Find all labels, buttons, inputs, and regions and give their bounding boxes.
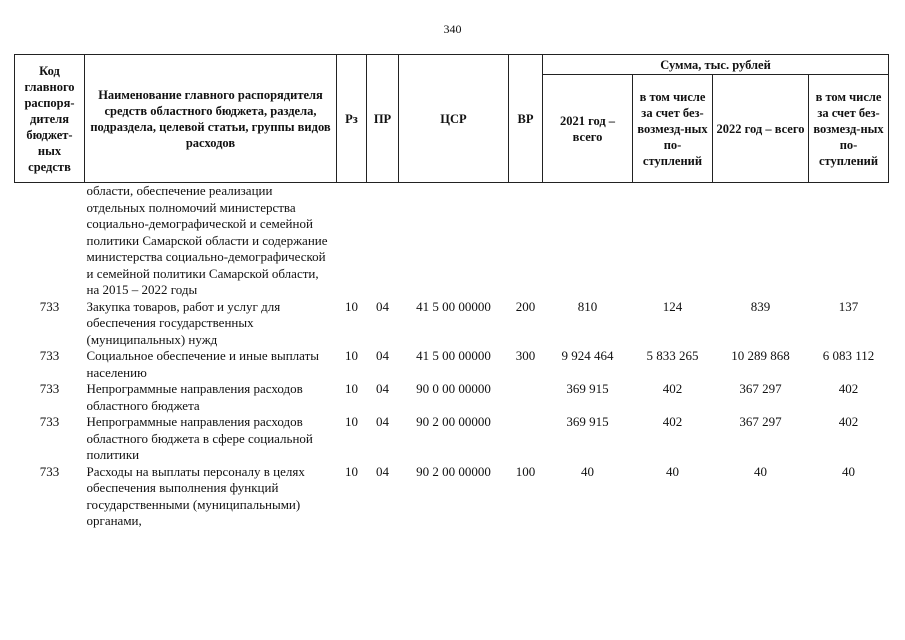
header-code: Код главного распоря-дителя бюджет-ных средств bbox=[15, 55, 85, 183]
cell-2022-total: 40 bbox=[754, 463, 767, 479]
cell-2022-total: 367 297 bbox=[739, 414, 782, 429]
cell-pr bbox=[367, 183, 399, 299]
table-row bbox=[15, 183, 889, 299]
cell-2022-free bbox=[809, 183, 889, 299]
cell-rz bbox=[337, 183, 367, 299]
cell-2022-total: 367 297 bbox=[739, 381, 782, 396]
cell-2021-total: 369 915 bbox=[566, 414, 609, 429]
cell-code: 733 bbox=[39, 414, 60, 429]
table-row bbox=[15, 414, 889, 464]
header-2022-total: 2022 год – всего bbox=[713, 75, 809, 183]
header-pr: ПР bbox=[367, 55, 399, 183]
header-2021-total: 2021 год – всего bbox=[543, 75, 633, 183]
cell-csr: 41 5 00 00000 bbox=[416, 348, 491, 363]
cell-vr: 300 bbox=[515, 348, 536, 363]
cell-name: Непрограммные направления расходов областного бюджета bbox=[86, 381, 303, 413]
header-vr: ВР bbox=[509, 55, 543, 183]
cell-pr: 04 bbox=[376, 298, 389, 314]
cell-pr: 04 bbox=[376, 463, 389, 479]
table-body bbox=[15, 183, 889, 530]
table-row bbox=[15, 381, 889, 414]
cell-code: 733 bbox=[39, 298, 60, 314]
table-row bbox=[15, 348, 889, 381]
cell-2022-free: 402 bbox=[838, 381, 859, 396]
cell-2021-total: 810 bbox=[577, 298, 598, 314]
cell-rz: 10 bbox=[345, 414, 358, 429]
cell-vr bbox=[509, 414, 543, 464]
cell-name: Социальное обеспечение и иные выплаты населению bbox=[86, 348, 320, 380]
cell-pr: 04 bbox=[376, 414, 389, 429]
cell-2021-total: 9 924 464 bbox=[561, 348, 614, 363]
table-row bbox=[15, 464, 889, 530]
cell-csr: 90 2 00 00000 bbox=[416, 463, 491, 479]
cell-name: Расходы на выплаты персоналу в целях обеспечения выполнения функций государственными (муниципальными) органами, bbox=[86, 463, 305, 528]
cell-2021-free: 402 bbox=[662, 414, 683, 429]
header-name: Наименование главного распорядителя средств областного бюджета, раздела, подраздела, целевой статьи, группы видов расходов bbox=[85, 55, 337, 183]
cell-2021-free bbox=[633, 183, 713, 299]
cell-2022-total: 839 bbox=[750, 298, 771, 314]
header-csr: ЦСР bbox=[399, 55, 509, 183]
header-rz: Рз bbox=[337, 55, 367, 183]
cell-2021-free: 124 bbox=[662, 298, 683, 314]
header-2021-free: в том числе за счет без-возмезд-ных по-ступлений bbox=[633, 75, 713, 183]
cell-vr bbox=[509, 381, 543, 414]
cell-2021-free: 402 bbox=[662, 381, 683, 396]
cell-vr: 200 bbox=[515, 298, 536, 314]
cell-rz: 10 bbox=[345, 298, 358, 314]
cell-name: Закупка товаров, работ и услуг для обеспечения государственных (муниципальных) нужд bbox=[86, 298, 281, 347]
cell-pr: 04 bbox=[376, 381, 389, 396]
cell-2022-total bbox=[713, 183, 809, 299]
cell-name: Непрограммные направления расходов областного бюджета в сфере социальной политики bbox=[86, 414, 313, 462]
cell-2022-free: 40 bbox=[842, 463, 856, 479]
cell-rz: 10 bbox=[345, 463, 358, 479]
cell-csr bbox=[399, 183, 509, 299]
cell-csr: 90 2 00 00000 bbox=[416, 414, 491, 429]
cell-vr: 100 bbox=[515, 463, 536, 479]
header-2022-free: в том числе за счет без-возмезд-ных по-ступлений bbox=[809, 75, 889, 183]
cell-rz: 10 bbox=[345, 348, 358, 363]
budget-table bbox=[14, 54, 889, 530]
cell-code: 733 bbox=[39, 463, 60, 479]
cell-code bbox=[15, 183, 85, 299]
header-sum-group: Сумма, тыс. рублей bbox=[543, 55, 889, 75]
cell-2021-total bbox=[543, 183, 633, 299]
page-number: 340 bbox=[443, 22, 462, 36]
cell-csr: 90 0 00 00000 bbox=[416, 381, 491, 396]
cell-code: 733 bbox=[39, 348, 60, 363]
cell-code: 733 bbox=[39, 381, 60, 396]
cell-2022-free: 137 bbox=[838, 298, 859, 314]
cell-csr: 41 5 00 00000 bbox=[416, 298, 491, 314]
table-row bbox=[15, 299, 889, 349]
cell-rz: 10 bbox=[345, 381, 358, 396]
cell-2022-free: 6 083 112 bbox=[822, 348, 875, 363]
cell-2021-total: 40 bbox=[581, 463, 594, 479]
cell-2021-free: 5 833 265 bbox=[646, 348, 699, 363]
cell-name: области, обеспечение реализации отдельных полномочий министерства социально-демографической и семейной политики Самарской области и содержание министерства социально-демографической и семейной политики Самарской области, на 2015 – 2022 годы bbox=[86, 183, 328, 297]
cell-2021-free: 40 bbox=[666, 463, 679, 479]
cell-vr bbox=[509, 183, 543, 299]
cell-2022-free: 402 bbox=[838, 414, 859, 429]
cell-2022-total: 10 289 868 bbox=[731, 348, 790, 363]
cell-2021-total: 369 915 bbox=[566, 381, 609, 396]
table-header bbox=[15, 55, 889, 183]
cell-pr: 04 bbox=[376, 348, 389, 363]
